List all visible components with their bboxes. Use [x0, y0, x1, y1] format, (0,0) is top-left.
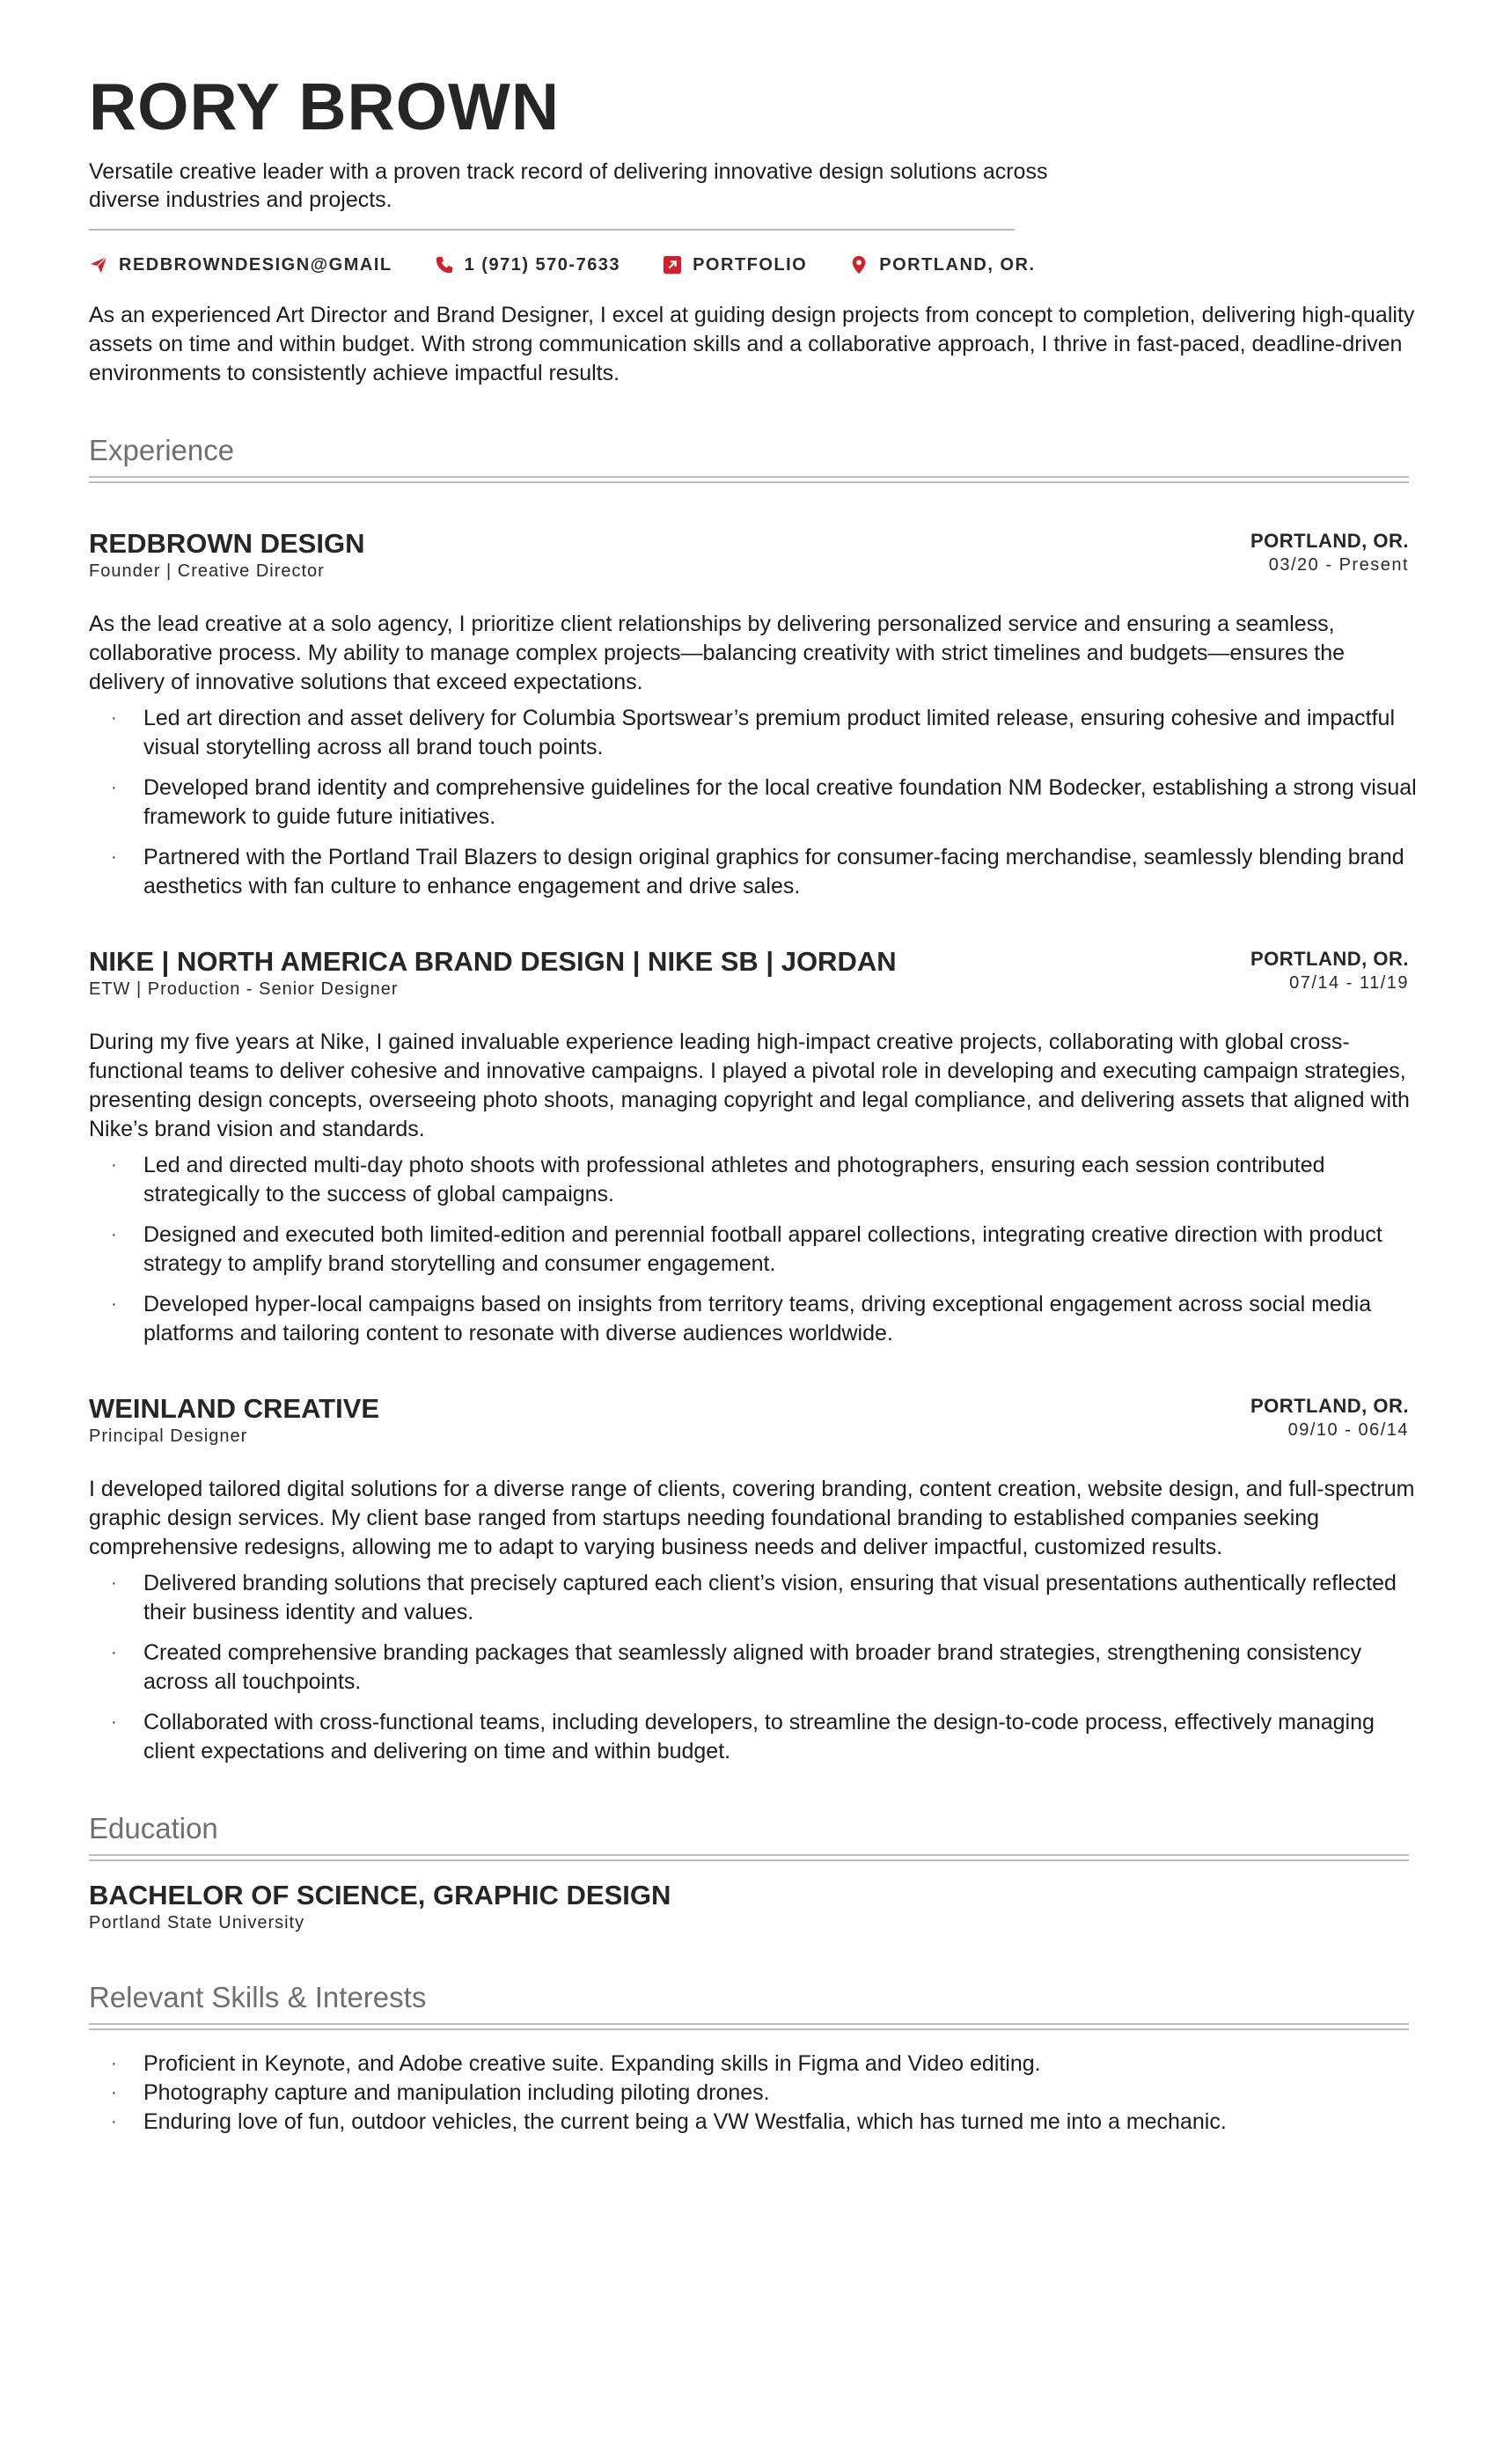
skills-list [89, 2050, 1409, 2137]
contact-bar [89, 252, 1409, 278]
skill-item [89, 2079, 1409, 2108]
contact-email[interactable] [89, 255, 392, 275]
bullet-item [89, 843, 1419, 901]
job-bullets [89, 1151, 1409, 1348]
job-role: ETW | Production - Senior Designer [89, 979, 399, 999]
resume-page [89, 70, 1417, 2137]
bullet-dot: · [111, 778, 117, 797]
education-heading: Education [89, 1812, 218, 1844]
job-dates: 09/10 - 06/14 [1287, 1420, 1409, 1440]
bullet-text: Collaborated with cross-functional teams, including developers, to streamline the design-to-code process, effectively managing client expectations and delivering on time and within budget. [143, 1710, 1375, 1764]
job-location: PORTLAND, OR. [1250, 530, 1409, 552]
bullet-item [89, 774, 1419, 832]
job-role: Principal Designer [89, 1426, 248, 1446]
job-company: NIKE | NORTH AMERICA BRAND DESIGN | NIKE SB | JORDAN [89, 946, 897, 977]
bullet-text: Led art direction and asset delivery for Columbia Sportswear’s premium product limited release, ensuring cohesive and impactful visual storytelling across all brand touch points. [143, 706, 1395, 759]
job-description: As the lead creative at a solo agency, I prioritize client relationships by delivering personalized service and ensuring a seamless, collaborative process. My ability to manage complex projects—balancing creativity with strict timelines and budgets—ensures the delivery of innovative solutions that exceed expectations. [89, 612, 1346, 694]
bullet-item [89, 1290, 1419, 1348]
bullet-item [89, 1151, 1419, 1209]
skill-text: Enduring love of fun, outdoor vehicles, the current being a VW Westfalia, which has turned me into a mechanic. [143, 2109, 1227, 2134]
degree-title: BACHELOR OF SCIENCE, GRAPHIC DESIGN [89, 1880, 671, 1910]
school-name: Portland State University [89, 1913, 305, 1932]
job-description: I developed tailored digital solutions for a diverse range of clients, covering branding, content creation, website design, and full-spectrum graphic design services. My client base ranged from startups needing foundational branding to established companies seeking comprehensive redesigns, allowing me to adapt to varying business needs and deliver impactful, customized results. [89, 1477, 1415, 1559]
bullet-text: Developed brand identity and comprehensive guidelines for the local creative foundation NM Bodecker, establishing a strong visual framework to guide future initiatives. [143, 775, 1417, 829]
job-role: Founder | Creative Director [89, 561, 325, 581]
job-description: During my five years at Nike, I gained invaluable experience leading high-impact creative projects, collaborating with global cross-functional teams to deliver cohesive and innovative campaigns. I played a pivotal role in developing and executing campaign strategies, presenting design concepts, overseeing photo shoots, managing copyright and legal compliance, and delivering assets that aligned with Nike’s brand vision and standards. [89, 1030, 1410, 1141]
contact-phone[interactable] [435, 255, 620, 275]
bullet-dot: · [111, 1294, 117, 1314]
contact-portfolio[interactable] [663, 255, 807, 275]
job-entry [89, 1393, 1415, 1766]
job-entry [89, 947, 1409, 1348]
contact-location [849, 255, 1035, 275]
experience-divider [89, 476, 1409, 483]
candidate-name: RORY BROWN [89, 70, 560, 143]
contact-location-text: PORTLAND, OR. [879, 254, 1036, 275]
bullet-dot: · [111, 1155, 117, 1175]
bullet-text: Designed and executed both limited-edition and perennial football apparel collections, integrating creative direction with product strategy to amplify brand storytelling and consumer engagement. [143, 1222, 1382, 1276]
bullet-item [89, 1639, 1419, 1697]
skill-text: Photography capture and manipulation including piloting drones. [143, 2080, 770, 2105]
bullet-dot: · [111, 847, 117, 867]
bullet-dot: · [111, 1643, 117, 1662]
contact-phone-text: 1 (971) 570-7633 [464, 254, 621, 275]
job-company: WEINLAND CREATIVE [89, 1393, 380, 1424]
header-divider [89, 229, 1015, 231]
summary-paragraph: As an experienced Art Director and Brand Designer, I excel at guiding design projects from concept to completion, delivering high-quality assets on time and within budget. With strong communication skills and a collaborative approach, I thrive in fast-paced, deadline-driven environments to consistently achieve impactful results. [89, 303, 1415, 385]
external-link-icon [663, 255, 682, 275]
bullet-dot: · [111, 1712, 117, 1732]
paper-plane-icon [89, 255, 108, 275]
contact-portfolio-text: PORTFOLIO [693, 254, 808, 275]
skill-item [89, 2050, 1409, 2079]
job-location: PORTLAND, OR. [1250, 1395, 1409, 1417]
bullet-text: Delivered branding solutions that precisely captured each client’s vision, ensuring that visual presentations authentically reflected their business identity and values. [143, 1571, 1397, 1624]
bullet-text: Led and directed multi-day photo shoots with professional athletes and photographers, ensuring each session contributed strategically to the success of global campaigns. [143, 1153, 1325, 1206]
job-location: PORTLAND, OR. [1250, 948, 1409, 970]
skill-item [89, 2108, 1409, 2137]
education-divider [89, 1854, 1409, 1861]
bullet-dot: · [111, 2112, 117, 2131]
bullet-text: Developed hyper-local campaigns based on insights from territory teams, driving exceptional engagement across social media platforms and tailoring content to resonate with diverse audiences worldwide. [143, 1292, 1372, 1346]
skills-heading: Relevant Skills & Interests [89, 1981, 427, 2013]
bullet-text: Partnered with the Portland Trail Blazers to design original graphics for consumer-facing merchandise, seamlessly blending brand aesthetics with fan culture to enhance engagement and drive sales. [143, 845, 1404, 898]
map-pin-icon [849, 255, 869, 275]
job-company: REDBROWN DESIGN [89, 528, 365, 559]
education-entry [89, 1881, 1409, 1935]
job-entry [89, 528, 1417, 901]
bullet-item [89, 1569, 1419, 1627]
bullet-item [89, 1221, 1419, 1279]
experience-heading: Experience [89, 434, 235, 466]
job-bullets [89, 704, 1417, 901]
bullet-dot: · [111, 2054, 117, 2073]
phone-icon [435, 255, 454, 275]
tagline: Versatile creative leader with a proven track record of delivering innovative design solutions across diverse industries and projects. [89, 159, 1048, 212]
job-bullets [89, 1569, 1409, 1766]
bullet-text: Created comprehensive branding packages that seamlessly aligned with broader brand strategies, strengthening consistency across all touchpoints. [143, 1640, 1362, 1694]
bullet-dot: · [111, 1225, 117, 1244]
bullet-dot: · [111, 2083, 117, 2102]
bullet-dot: · [111, 708, 117, 728]
bullet-item [89, 1708, 1419, 1766]
skill-text: Proficient in Keynote, and Adobe creative suite. Expanding skills in Figma and Video editing. [143, 2051, 1041, 2076]
bullet-dot: · [111, 1573, 117, 1593]
skills-divider [89, 2023, 1409, 2030]
contact-email-text: REDBROWNDESIGN@GMAIL [119, 254, 392, 275]
bullet-item [89, 704, 1419, 762]
job-dates: 03/20 - Present [1268, 555, 1409, 575]
job-dates: 07/14 - 11/19 [1289, 973, 1409, 993]
